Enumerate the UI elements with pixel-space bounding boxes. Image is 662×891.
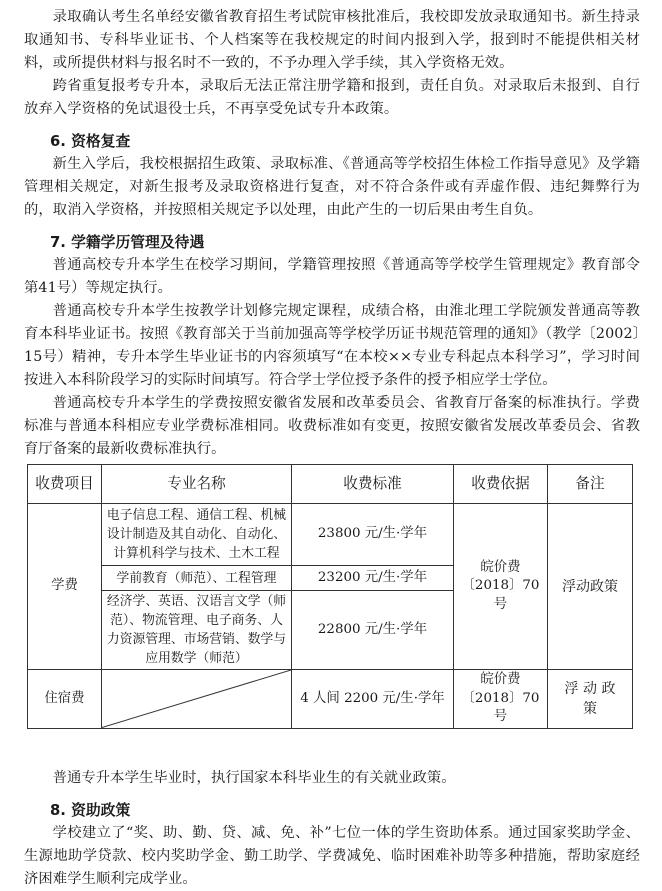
tuition-basis-cell: 皖价费〔2018〕70号 <box>454 504 548 670</box>
section-heading-8: 8. 资助政策 <box>50 801 131 819</box>
tuition-label-cell: 学费 <box>28 504 102 670</box>
tuition-fee-1: 23800 元/生·学年 <box>292 504 454 566</box>
tuition-note-cell: 浮动政策 <box>548 504 633 670</box>
header-major-name: 专业名称 <box>102 465 292 504</box>
header-fee-item: 收费项目 <box>28 465 102 504</box>
lodging-label-cell: 住宿费 <box>28 670 102 729</box>
header-fee-basis: 收费依据 <box>454 465 548 504</box>
header-remark: 备注 <box>548 465 633 504</box>
paragraph-tuition-standard: 普通高校专升本学生的学费按照安徽省发展和改革委员会、省教育厅备案的标准执行。学费标准与普通本科相应专业学费标准相同。收费标准如有变更，按照安徽省发展改革委员会、省教育厅备案的最新收费标准执行。 <box>24 395 640 457</box>
tuition-fee-2: 23200 元/生·学年 <box>292 566 454 591</box>
paragraph-financial-aid: 学校建立了“奖、助、勤、贷、减、免、补”七位一体的学生资助体系。通过国家奖助学金、生源地助学贷款、校内奖助学金、勤工助学、学费减免、临时困难补助等多种措施，帮助家庭经济困难学生顺利完成学业。 <box>24 824 640 887</box>
tuition-majors-2: 学前教育（师范）、工程管理 <box>102 566 292 591</box>
tuition-fee-3: 22800 元/生·学年 <box>292 591 454 670</box>
empty-diagonal-cell <box>102 670 292 729</box>
section-heading-6: 6. 资格复查 <box>50 133 131 150</box>
section-heading-7: 7. 学籍学历管理及待遇 <box>50 234 205 251</box>
lodging-note-cell: 浮 动 政 策 <box>548 670 633 729</box>
fee-table <box>27 464 633 729</box>
table-row <box>28 504 633 566</box>
fee-table-header-row <box>28 465 633 504</box>
document-page <box>24 6 640 891</box>
table-row <box>28 670 633 729</box>
paragraph-employment-policy: 普通专升本学生毕业时，执行国家本科毕业生的有关就业政策。 <box>52 769 456 786</box>
header-fee-standard: 收费标准 <box>292 465 454 504</box>
tuition-majors-1: 电子信息工程、通信工程、机械设计制造及其自动化、自动化、计算机科学与技术、土木工程 <box>102 504 292 566</box>
lodging-fee-cell: 4 人间 2200 元/生·学年 <box>292 670 454 729</box>
paragraph-status-management: 普通高校专升本学生在校学习期间，学籍管理按照《普通高等学校学生管理规定》教育部令第41号）等规定执行。 <box>24 257 640 296</box>
paragraph-graduation-certificate: 普通高校专升本学生按教学计划修完规定课程，成绩合格，由淮北理工学院颁发普通高等教育本科毕业证书。按照《教育部关于当前加强高等学校学历证书规范管理的通知》（教学〔2002〕15号）精神，专升本学生毕业证书的内容须填写“在本校××专业专科起点本科学习”，学习时间按进入本科阶段学习的实际时间填写。符合学士学位授予条件的授予相应学士学位。 <box>24 303 640 388</box>
lodging-basis-cell: 皖价费〔2018〕70号 <box>454 670 548 729</box>
diagonal-line <box>102 670 291 728</box>
paragraph-cross-province: 跨省重复报考专升本，录取后无法正常注册学籍和报到，责任自负。对录取后未报到、自行放弃入学资格的免试退役士兵，不再享受免试专升本政策。 <box>24 78 640 117</box>
paragraph-qualification-review: 新生入学后，我校根据招生政策、录取标准、《普通高等学校招生体检工作指导意见》及学籍管理相关规定，对新生报考及录取资格进行复查，对不符合条件或有弄虚作假、违纪舞弊行为的，取消入学资格，并按照相关规定予以处理，由此产生的一切后果由考生自负。 <box>24 156 640 218</box>
paragraph-admission-notice: 录取确认考生名单经安徽省教育招生考试院审核批准后，我校即发放录取通知书。新生持录取通知书、专科毕业证书、个人档案等在我校规定的时间内报到入学，报到时不能提供相关材料，或所提供材料与报名时不一致的，不予办理入学手续，其入学资格无效。 <box>24 9 640 71</box>
tuition-majors-3: 经济学、英语、汉语言文学（师范）、物流管理、电子商务、人力资源管理、市场营销、数学与应用数学（师范） <box>102 591 292 670</box>
